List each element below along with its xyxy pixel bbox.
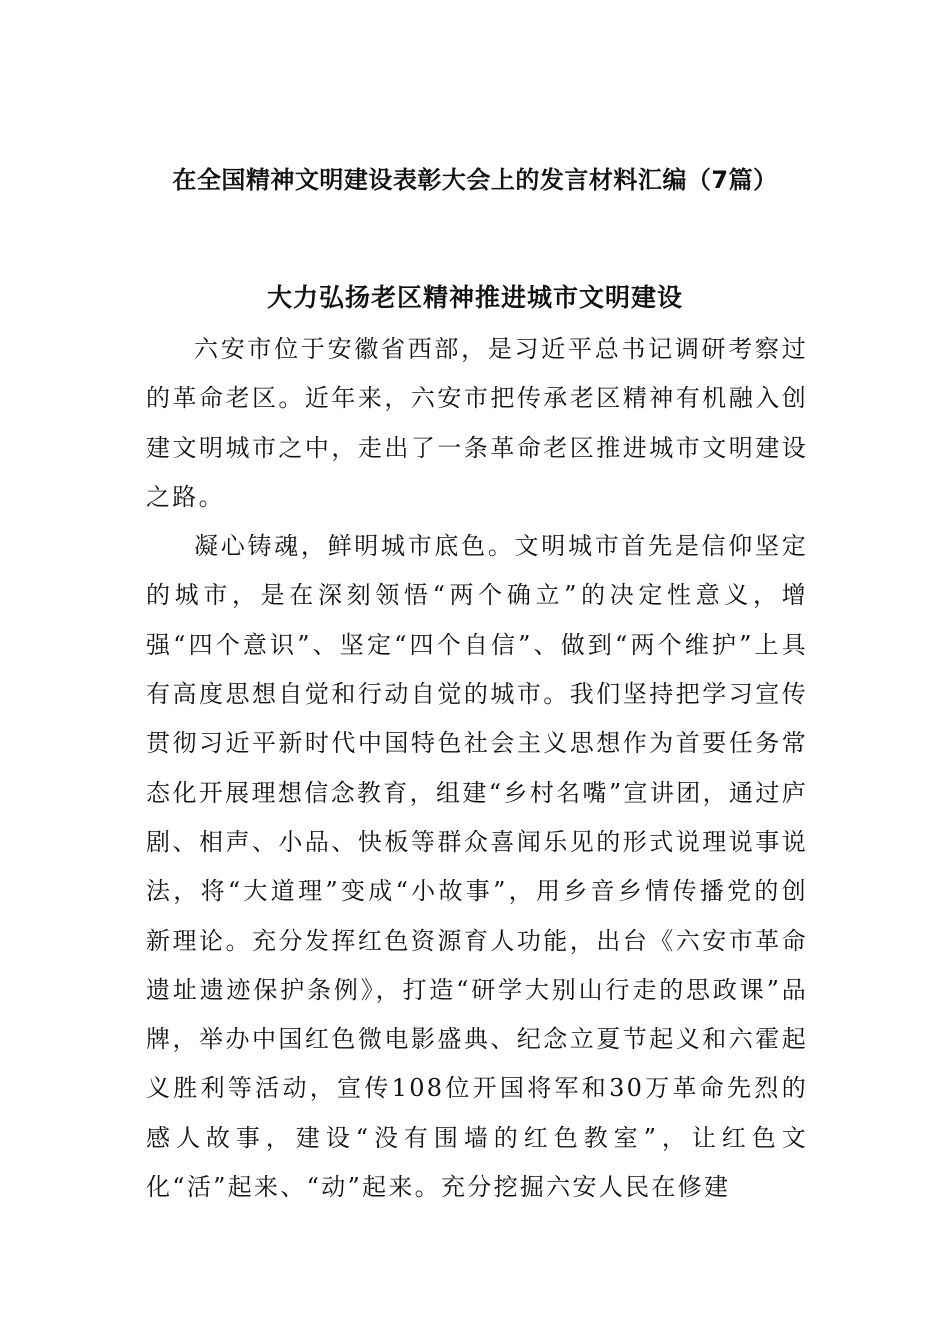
paragraph-intro: 六安市位于安徽省西部，是习近平总书记调研考察过的革命老区。近年来，六安市把传承老区精神有机融入创建文明城市之中，走出了一条革命老区推进城市文明建设之路。 — [146, 335, 808, 511]
article-body — [146, 325, 808, 1212]
paragraph-condense-soul: 凝心铸魂，鲜明城市底色。文明城市首先是信仰坚定的城市，是在深刻领悟“两个确立”的决定性意义，增强“四个意识”、坚定“四个自信”、做到“两个维护”上具有高度思想自觉和行动自觉的城市。我们坚持把学习宣传贯彻习近平新时代中国特色社会主义思想作为首要任务常态化开展理想信念教育，组建“乡村名嘴”宣讲团，通过庐剧、相声、小品、快板等群众喜闻乐见的形式说理说事说法，将“大道理”变成“小故事”，用乡音乡情传播党的创新理论。充分发挥红色资源育人功能，出台《六安市革命遗址遗迹保护条例》，打造“研学大别山行走的思政课”品牌，举办中国红色微电影盛典、纪念立夏节起义和六霍起义胜利等活动，宣传108位开国将军和30万革命先烈的感人故事，建设“没有围墙的红色教室”，让红色文化“活”起来、“动”起来。充分挖掘六安人民在修建 — [146, 532, 808, 1202]
article-title: 大力弘扬老区精神推进城市文明建设 — [266, 283, 683, 312]
document-title: 在全国精神文明建设表彰大会上的发言材料汇编（7篇） — [172, 166, 778, 194]
